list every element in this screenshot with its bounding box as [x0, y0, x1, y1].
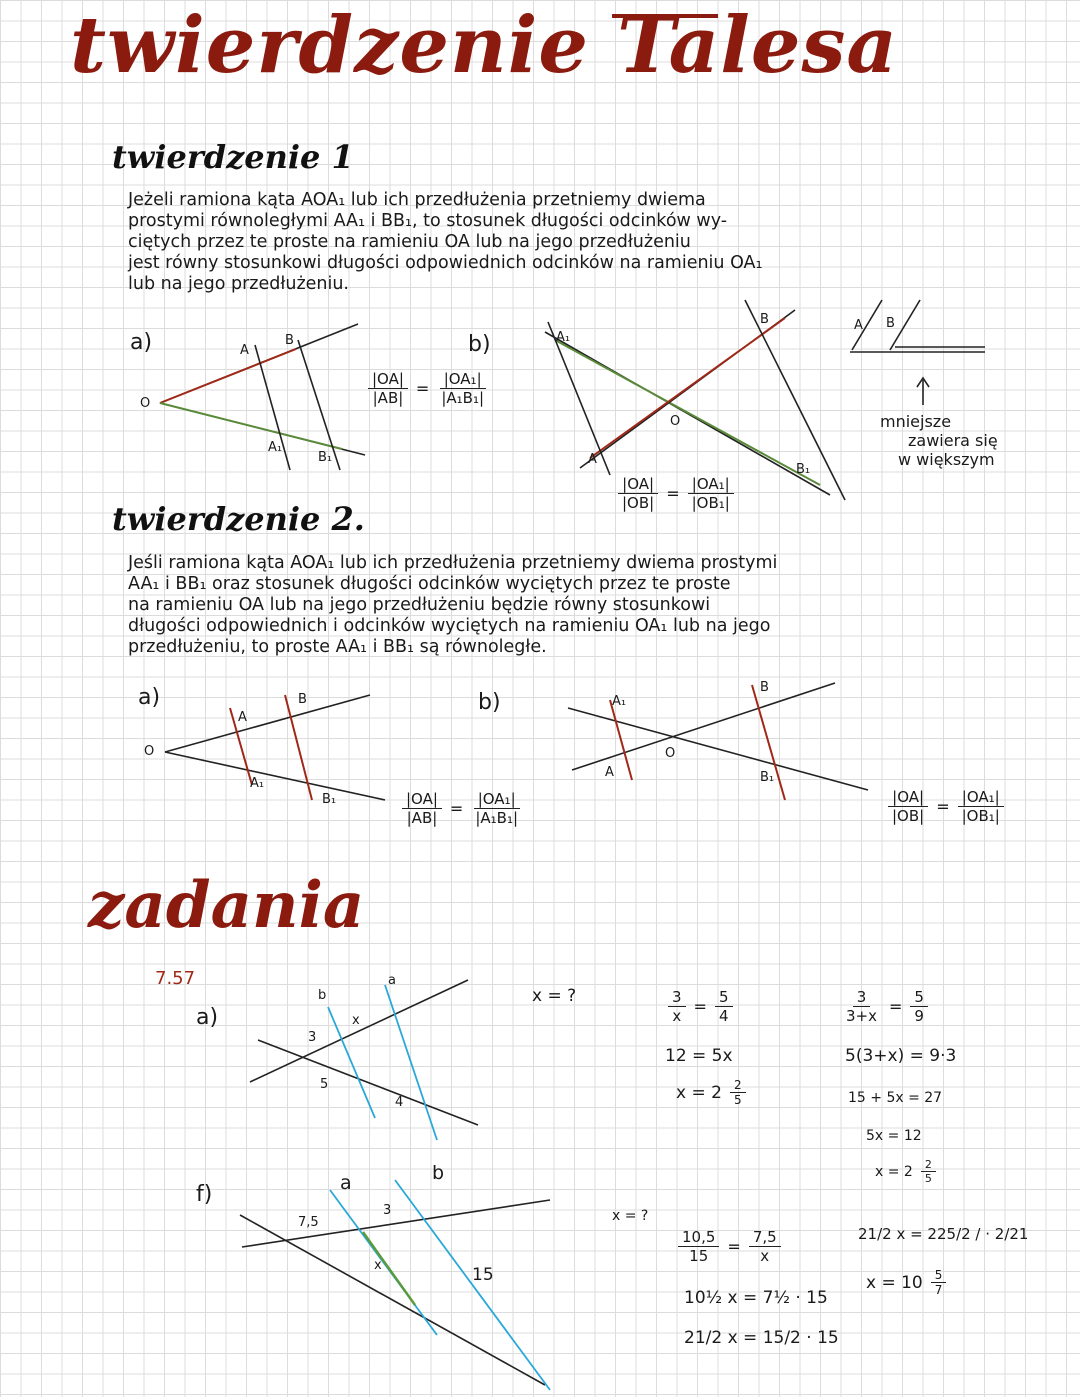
- ratio-numerator: |OA|: [402, 790, 442, 809]
- task-a-sol2-step5: [875, 1158, 936, 1185]
- theorem-1-line: lub na jego przedłużeniu.: [128, 274, 349, 294]
- step-text: x = 10: [866, 1272, 923, 1293]
- frac-denominator: 15: [689, 1247, 709, 1265]
- task-f-seven-half: 7,5: [298, 1215, 319, 1230]
- side-note-line: zawiera się: [908, 431, 998, 450]
- t1b-point-b: B: [760, 312, 769, 327]
- ratio-denominator: |A₁B₁|: [475, 809, 519, 827]
- task-a-sol2-step4: 5x = 12: [866, 1128, 922, 1144]
- ratio-numerator: |OA₁|: [958, 788, 1004, 807]
- side-point-b: B: [886, 316, 895, 331]
- side-point-a: A: [854, 318, 863, 333]
- frac-denominator: 3+x: [846, 1007, 877, 1025]
- task-a-sol1-step2: 12 = 5x: [665, 1046, 733, 1066]
- task-f-fifteen: 15: [472, 1265, 494, 1285]
- task-a-line-b: b: [318, 988, 327, 1003]
- frac-denominator: 5: [733, 1093, 742, 1107]
- frac-denominator: 4: [718, 1007, 729, 1025]
- ratio-numerator: |OA|: [618, 475, 658, 494]
- side-figure: [850, 300, 985, 405]
- task-a-sol2-step3: 15 + 5x = 27: [848, 1090, 943, 1106]
- task-a-sol2-step2: 5(3+x) = 9·3: [845, 1046, 957, 1066]
- side-note-line: w większym: [898, 450, 995, 469]
- frac-numerator: 2: [921, 1158, 936, 1172]
- theorem-2-text: [128, 553, 1028, 658]
- t2a-point-a1: A₁: [250, 776, 265, 791]
- task-f-three: 3: [383, 1203, 392, 1218]
- frac-numerator: 3: [853, 988, 871, 1007]
- task-a-sol2-eq: [842, 988, 928, 1025]
- t2-figure-a: [165, 695, 385, 800]
- task-f-sol2-step1: 21/2 x = 225/2 / · 2/21: [858, 1225, 1029, 1243]
- theorem-1-line: prostymi równoległymi AA₁ i BB₁, to stosunek długości odcinków wy-: [128, 211, 728, 231]
- ratio-denominator: |AB|: [372, 389, 404, 407]
- t2a-point-b1: B₁: [322, 792, 337, 807]
- ratio-equals: =: [449, 799, 464, 818]
- t1-ratio-a: [368, 370, 488, 407]
- t1a-point-b1: B₁: [318, 450, 333, 465]
- frac-numerator: 7,5: [749, 1228, 781, 1247]
- task-f-sol1-step2: 10½ x = 7½ · 15: [684, 1288, 828, 1308]
- task-a-five: 5: [320, 1077, 329, 1092]
- frac-numerator: 2: [730, 1078, 746, 1093]
- page-title: twierdzenie Talesa: [70, 0, 898, 91]
- frac-numerator: 5: [715, 988, 733, 1007]
- theorem-2-line: długości odpowiednich i odcinków wyciętych na ramieniu OA₁ lub na jego: [128, 616, 771, 636]
- t2b-point-o: O: [665, 746, 676, 761]
- theorem-2-line: na ramieniu OA lub na jego przedłużeniu będzie równy stosunkowi: [128, 595, 711, 615]
- ratio-denominator: |AB|: [406, 809, 438, 827]
- t1b-point-a1: A₁: [556, 330, 571, 345]
- t1b-point-o: O: [670, 414, 681, 429]
- ratio-numerator: |OA₁|: [688, 475, 734, 494]
- t2-case-b-label: b): [478, 690, 501, 715]
- t2b-point-b1: B₁: [760, 770, 775, 785]
- side-note: [880, 412, 998, 469]
- t1b-point-a: A: [588, 452, 597, 467]
- t2b-point-b: B: [760, 680, 769, 695]
- frac-denominator: x: [672, 1007, 682, 1025]
- ratio-numerator: |OA|: [368, 370, 408, 389]
- task-number: 7.57: [155, 968, 196, 989]
- task-f-line-a: a: [340, 1172, 352, 1194]
- t1-case-b-label: b): [468, 332, 491, 357]
- ratio-denominator: |OB₁|: [691, 494, 730, 512]
- step-text: x = 2: [875, 1163, 913, 1180]
- task-f-label: f): [196, 1182, 213, 1207]
- ratio-numerator: |OA₁|: [440, 370, 486, 389]
- ratio-equals: =: [936, 797, 950, 816]
- ratio-numerator: |OA₁|: [474, 790, 520, 809]
- t2b-point-a1: A₁: [612, 694, 627, 709]
- t1a-point-a: A: [240, 343, 249, 358]
- frac-denominator: 9: [914, 1007, 924, 1025]
- side-note-line: mniejsze: [880, 412, 952, 431]
- task-a-sol1-step3: [676, 1078, 746, 1107]
- task-f-sol1-step3: 21/2 x = 15/2 · 15: [684, 1328, 839, 1348]
- task-f-question: x = ?: [612, 1208, 649, 1224]
- ratio-denominator: |OB|: [622, 494, 655, 512]
- t1-figure-a: [160, 324, 365, 470]
- ratio-denominator: |OB₁|: [961, 807, 1000, 825]
- theorem-2-heading: twierdzenie 2.: [112, 500, 365, 538]
- theorem-2-line: AA₁ i BB₁ oraz stosunek długości odcinków wyciętych przez te proste: [128, 574, 731, 594]
- task-a-four: 4: [395, 1095, 404, 1110]
- tasks-heading: zadania: [88, 868, 365, 943]
- task-f-x: x: [374, 1258, 382, 1273]
- theorem-1-line: ciętych przez te proste na ramieniu OA lub na jego przedłużeniu: [128, 232, 691, 252]
- task-a-sol1-eq: [668, 988, 733, 1025]
- frac-denominator: x: [760, 1247, 770, 1265]
- theorem-1-line: Jeżeli ramiona kąta AOA₁ lub ich przedłużenia przetniemy dwiema: [128, 190, 706, 210]
- equals: =: [693, 997, 707, 1016]
- t1-case-a-label: a): [130, 330, 153, 355]
- equals: =: [889, 997, 903, 1016]
- t1-ratio-b: [618, 475, 734, 512]
- t1a-point-o: O: [140, 396, 151, 411]
- frac-numerator: 5: [910, 988, 928, 1007]
- t2a-point-a: A: [238, 710, 247, 725]
- theorem-2-line: Jeśli ramiona kąta AOA₁ lub ich przedłużenia przetniemy dwiema prostymi: [128, 553, 778, 573]
- equals: =: [727, 1237, 741, 1256]
- ratio-denominator: |A₁B₁|: [441, 389, 485, 407]
- frac-numerator: 10,5: [678, 1228, 719, 1247]
- task-a-figure: [250, 980, 478, 1140]
- t2a-point-o: O: [144, 744, 155, 759]
- t2-ratio-a: [402, 790, 522, 827]
- task-a-x: x: [352, 1013, 360, 1028]
- task-f-sol1-eq: [678, 1228, 781, 1265]
- t2-ratio-b: [888, 788, 1004, 825]
- task-a-question: x = ?: [532, 986, 577, 1006]
- task-f-line-b: b: [432, 1162, 445, 1184]
- step-text: x = 2: [676, 1082, 722, 1103]
- ratio-numerator: |OA|: [888, 788, 928, 807]
- ratio-equals: =: [666, 484, 680, 503]
- t1a-point-b: B: [285, 333, 294, 348]
- frac-denominator: 5: [924, 1172, 932, 1185]
- t1a-point-a1: A₁: [268, 440, 283, 455]
- t1b-point-b1: B₁: [796, 462, 811, 477]
- task-f-sol2-step2: [866, 1268, 946, 1297]
- t2b-point-a: A: [605, 765, 614, 780]
- theorem-1-line: jest równy stosunkowi długości odpowiednich odcinków na ramieniu OA₁: [128, 253, 763, 273]
- frac-denominator: 7: [934, 1283, 943, 1297]
- task-a-label: a): [196, 1005, 219, 1030]
- task-a-three: 3: [308, 1030, 317, 1045]
- task-a-line-a: a: [388, 973, 396, 988]
- ratio-denominator: |OB|: [892, 807, 925, 825]
- t2-case-a-label: a): [138, 685, 161, 710]
- theorem-2-line: przedłużeniu, to proste AA₁ i BB₁ są równoległe.: [128, 637, 547, 657]
- task-f-figure: [240, 1180, 550, 1390]
- frac-numerator: 5: [931, 1268, 947, 1283]
- frac-numerator: 3: [668, 988, 686, 1007]
- ratio-equals: =: [415, 379, 430, 398]
- t2a-point-b: B: [298, 692, 307, 707]
- theorem-1-heading: twierdzenie 1: [112, 138, 354, 176]
